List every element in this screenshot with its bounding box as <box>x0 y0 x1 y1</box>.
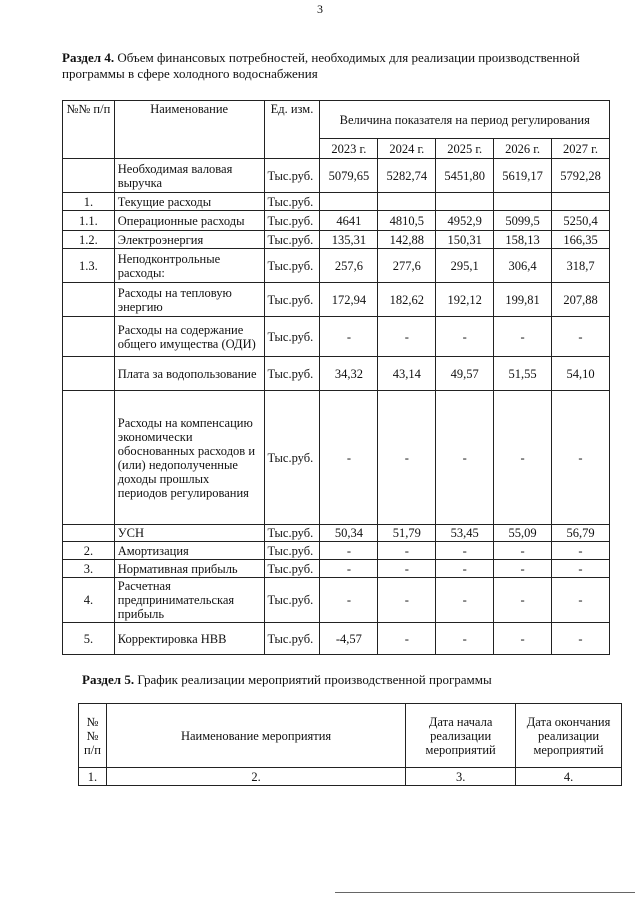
row-value: 56,79 <box>552 525 610 542</box>
row-value: 5099,5 <box>494 211 552 231</box>
table-row <box>63 357 610 391</box>
row-value: 5619,17 <box>494 159 552 193</box>
row-name: Расходы на тепловую энергию <box>114 283 264 317</box>
row-value: 166,35 <box>552 231 610 249</box>
row-value: - <box>494 623 552 655</box>
row-value: 43,14 <box>378 357 436 391</box>
row-num: 3. <box>63 560 115 578</box>
row-value <box>378 193 436 211</box>
row-value: - <box>436 542 494 560</box>
row-value: 5079,65 <box>320 159 378 193</box>
header-year: 2025 г. <box>436 139 494 159</box>
row-name: Амортизация <box>114 542 264 560</box>
table-row <box>63 623 610 655</box>
row-value: 277,6 <box>378 249 436 283</box>
row-value: - <box>320 542 378 560</box>
row-name: УСН <box>114 525 264 542</box>
row-name: Расходы на содержание общего имущества (ОДИ) <box>114 317 264 357</box>
row-value: 54,10 <box>552 357 610 391</box>
row-value: - <box>552 542 610 560</box>
row-name: Расходы на компенсацию экономически обоснованных расходов и (или) недополученные доходы прошлых периодов регулирования <box>114 391 264 525</box>
row-value: - <box>378 542 436 560</box>
row-value: 142,88 <box>378 231 436 249</box>
header-num: №№ п/п <box>63 101 115 159</box>
row-num <box>63 357 115 391</box>
row-value: 5792,28 <box>552 159 610 193</box>
section5-title-text: График реализации мероприятий производственной программы <box>134 672 492 687</box>
schedule-table <box>78 703 622 786</box>
row-value: - <box>436 391 494 525</box>
row-unit: Тыс.руб. <box>264 193 320 211</box>
row-value: 5282,74 <box>378 159 436 193</box>
footer-rule <box>335 892 635 893</box>
row-unit: Тыс.руб. <box>264 283 320 317</box>
table-row <box>63 317 610 357</box>
row-value <box>494 193 552 211</box>
s5-header-num: №№ п/п <box>79 704 107 768</box>
page-number: 3 <box>317 2 323 16</box>
row-value: - <box>378 578 436 623</box>
table-row <box>63 391 610 525</box>
row-name: Текущие расходы <box>114 193 264 211</box>
row-value: - <box>552 317 610 357</box>
row-value: 50,34 <box>320 525 378 542</box>
row-num: 2. <box>63 542 115 560</box>
row-value: -4,57 <box>320 623 378 655</box>
row-value: 51,79 <box>378 525 436 542</box>
row-value: 4641 <box>320 211 378 231</box>
header-year: 2024 г. <box>378 139 436 159</box>
row-unit: Тыс.руб. <box>264 159 320 193</box>
row-name: Электроэнергия <box>114 231 264 249</box>
table-row <box>63 159 610 193</box>
section4-title-text: Объем финансовых потребностей, необходимых для реализации производственной программы в сфере холодного водоснабжения <box>62 50 580 81</box>
s5-header-name: Наименование мероприятия <box>106 704 405 768</box>
row-name: Операционные расходы <box>114 211 264 231</box>
row-value: - <box>436 317 494 357</box>
table-row <box>63 525 610 542</box>
header-unit: Ед. изм. <box>264 101 320 159</box>
header-name: Наименование <box>114 101 264 159</box>
section5-label: Раздел 5. <box>82 672 135 687</box>
row-value: 4810,5 <box>378 211 436 231</box>
row-num <box>63 159 115 193</box>
row-value: 257,6 <box>320 249 378 283</box>
row-value: 158,13 <box>494 231 552 249</box>
row-value: 53,45 <box>436 525 494 542</box>
row-unit: Тыс.руб. <box>264 560 320 578</box>
s5-index-cell: 2. <box>106 768 405 786</box>
header-period: Величина показателя на период регулирования <box>320 101 610 139</box>
table-row <box>63 560 610 578</box>
table-row <box>63 578 610 623</box>
s5-index-cell: 1. <box>79 768 107 786</box>
table-row <box>63 249 610 283</box>
s5-header-start: Дата начала реализации мероприятий <box>406 704 516 768</box>
row-value: - <box>320 560 378 578</box>
row-value: - <box>494 578 552 623</box>
row-num: 4. <box>63 578 115 623</box>
row-value: 182,62 <box>378 283 436 317</box>
row-num <box>63 525 115 542</box>
row-value: 51,55 <box>494 357 552 391</box>
table-row <box>63 193 610 211</box>
row-num: 1.3. <box>63 249 115 283</box>
row-value: - <box>320 578 378 623</box>
row-unit: Тыс.руб. <box>264 525 320 542</box>
row-value: 135,31 <box>320 231 378 249</box>
table-row <box>63 231 610 249</box>
row-value: 207,88 <box>552 283 610 317</box>
table-row <box>63 211 610 231</box>
row-value: 34,32 <box>320 357 378 391</box>
row-value: - <box>378 623 436 655</box>
row-value: - <box>552 391 610 525</box>
row-value: - <box>320 317 378 357</box>
row-value: 5250,4 <box>552 211 610 231</box>
section4-label: Раздел 4. <box>62 50 115 65</box>
row-value: - <box>436 560 494 578</box>
header-year: 2026 г. <box>494 139 552 159</box>
row-value: - <box>436 623 494 655</box>
section5-title <box>82 672 602 688</box>
row-unit: Тыс.руб. <box>264 211 320 231</box>
row-unit: Тыс.руб. <box>264 231 320 249</box>
row-value: - <box>436 578 494 623</box>
s5-header-end: Дата окончания реализации мероприятий <box>516 704 622 768</box>
row-value: - <box>552 623 610 655</box>
row-value: 199,81 <box>494 283 552 317</box>
row-value <box>436 193 494 211</box>
row-value: - <box>494 317 552 357</box>
row-value <box>552 193 610 211</box>
row-value: - <box>320 391 378 525</box>
s5-index-cell: 3. <box>406 768 516 786</box>
s5-index-cell: 4. <box>516 768 622 786</box>
header-year: 2027 г. <box>552 139 610 159</box>
row-value: 318,7 <box>552 249 610 283</box>
row-name: Расчетная предпринимательская прибыль <box>114 578 264 623</box>
row-value: - <box>494 391 552 525</box>
row-unit: Тыс.руб. <box>264 249 320 283</box>
row-value: 306,4 <box>494 249 552 283</box>
row-value: - <box>494 542 552 560</box>
row-value: - <box>378 391 436 525</box>
row-value: - <box>552 560 610 578</box>
row-name: Корректировка НВВ <box>114 623 264 655</box>
row-unit: Тыс.руб. <box>264 357 320 391</box>
row-value: 150,31 <box>436 231 494 249</box>
financial-needs-table <box>62 100 610 655</box>
row-value <box>320 193 378 211</box>
table-row <box>63 542 610 560</box>
row-value: 49,57 <box>436 357 494 391</box>
row-value: 295,1 <box>436 249 494 283</box>
row-name: Плата за водопользование <box>114 357 264 391</box>
row-num <box>63 317 115 357</box>
row-name: Неподконтрольные расходы: <box>114 249 264 283</box>
row-name: Нормативная прибыль <box>114 560 264 578</box>
row-value: 172,94 <box>320 283 378 317</box>
row-name: Необходимая валовая выручка <box>114 159 264 193</box>
row-value: 55,09 <box>494 525 552 542</box>
row-num <box>63 283 115 317</box>
row-unit: Тыс.руб. <box>264 623 320 655</box>
row-value: 5451,80 <box>436 159 494 193</box>
row-unit: Тыс.руб. <box>264 578 320 623</box>
row-num: 1. <box>63 193 115 211</box>
row-unit: Тыс.руб. <box>264 542 320 560</box>
row-unit: Тыс.руб. <box>264 317 320 357</box>
row-unit: Тыс.руб. <box>264 391 320 525</box>
row-num: 1.2. <box>63 231 115 249</box>
row-num: 1.1. <box>63 211 115 231</box>
row-value: 192,12 <box>436 283 494 317</box>
row-value: - <box>378 560 436 578</box>
section4-title <box>62 50 607 82</box>
row-value: - <box>378 317 436 357</box>
row-value: 4952,9 <box>436 211 494 231</box>
row-value: - <box>552 578 610 623</box>
row-num: 5. <box>63 623 115 655</box>
row-value: - <box>494 560 552 578</box>
table-row <box>63 283 610 317</box>
header-year: 2023 г. <box>320 139 378 159</box>
row-num <box>63 391 115 525</box>
